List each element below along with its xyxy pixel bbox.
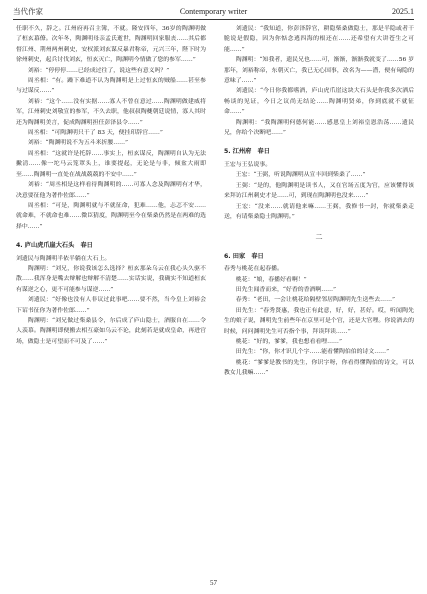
paragraph: 周丞相：“有。躁下难道不认为陶渊明是上过恒玄的贼船……甚至参与过谋反……” xyxy=(16,78,206,95)
paragraph: 刘裕：“陶渊明说不为五斗米折腰……” xyxy=(27,140,129,147)
paragraph: 任职不久，辞之。江州府再召主簿，不就。隆安四年，36岁的陶渊明做了桓玄幕僚。次年冬，陶渊明母亲孟氏逝世，陶渊明回家服丧……其后都督江州、荆州两州刺史，安权派刘玄谋反暴君称帝，元兴三年，陛下时为徐州刺史，起兵讨伐刘玄，恒玄灭亡，陶渊明今情做了您的参军……” xyxy=(16,26,206,64)
paragraph: 王宏：“没来……就请他来嘛……王弼，我修书一封，你就柴桑走送，有请柴桑隐士陶渊明。” xyxy=(224,203,414,220)
paragraph: 春秀：“老田，一会让桃花给隔壁邻居陶渊明先生送些去……” xyxy=(235,297,395,304)
paragraph: 刘遗民：“好像也没有人非议过此事吧……要不然，当今皇上刘裕会下诏书征你为著作佐郎……” xyxy=(16,297,206,314)
paragraph: 刘遗民：“我知道，你彭泽辞官，耕隐柴桑做隐士，那是半隐或者干脆说是假隐，因为你惦念逃四海的根还在……还希望有大讲苍生之可能……” xyxy=(224,26,414,53)
journal-name-cn: 当代作家 xyxy=(13,7,43,16)
header-rule xyxy=(13,19,414,20)
paragraph: 周丞相：“可陶渊明只干了 83 天，便挂印辞官……” xyxy=(27,130,163,137)
journal-name-en: Contemporary writer xyxy=(179,7,248,16)
page-number: 57 xyxy=(210,579,217,587)
paragraph: 田先生：“春秀贤惠，我也正有此意，好，好，甚好。哎，听闻陶先生的娘子说，渊明先生前些年在京里可是个官，还是大官哩。你说酒去的时候，问问渊明先生可否指个事，拜读拜读……” xyxy=(224,307,414,335)
paragraph: 春秀与桃花在起春播。 xyxy=(224,266,283,273)
paragraph: 周丞相：“这就许是托辞……事实上，桓玄谋反，陶渊明自认为无法撇清……像一坨马云笼罩头上，谁要提起，无论是与非，倾盆大雨即至……陶渊明一直处在战战兢兢的不安中……” xyxy=(16,150,206,178)
paragraph: 王宏与王弘说事。 xyxy=(224,161,272,168)
right-column xyxy=(224,24,414,579)
paragraph: 陶渊明：“刘兄，你说我该怎么选择？桓玄那朵乌云在我心头久驱不散……我浑身是嘴去辩解也辩解不清楚……实话实说，我确实不知道桓玄有谋逆之心，更不可能参与谋逆……” xyxy=(16,265,206,293)
paragraph: 桃花：“好的，爹爹，我也想看看哩……” xyxy=(235,338,342,345)
running-header xyxy=(13,6,414,18)
paragraph: 陶渊明：“知我者，遗民兄也……可，渐渐，渐渐我就变了……56 岁那年，刘裕称帝，东朝灭亡，我已无心国事，改名为——潜，便有匈隐的意味了……” xyxy=(224,57,414,85)
scene-heading: 4. 庐山虎爪崖大石头 春日 xyxy=(16,242,93,250)
paragraph: 陶渊明：“我陶渊明何德何能……感恩皇上刘裕皇恩浩荡……遗民兄，你给个决断吧……” xyxy=(224,119,414,137)
paragraph: 桃花：“爹爹是教书的先生，你识字呀，你看得懂陶伯的诗文，可以教女儿我嘛……” xyxy=(224,359,414,377)
paragraph: 刘裕：“这个……没有实据……寡人不曾在意过……陶渊明做建威将军，江州刺史刘敬宣的参军，不久去职，他叔叔陶夔朝廷说情，寡人其时还为陶渊明美言，促成陶渊明担任彭泽县令……” xyxy=(16,98,206,126)
left-column xyxy=(16,24,206,579)
paragraph: 刘遗民：“今日你我都嗜酒，庐山虎爪崖这块大石头是你我多次洒后畅谈的见证，今日之议尚无结论……陶渊明贤弟，你到底就不就征命……” xyxy=(224,88,414,116)
paragraph: 王弼：“是的，他陶渊明是读书人，又在官场五度为官，应该懂得该来拜访江州刺史才是……可，到现在陶渊明也没来……” xyxy=(224,182,414,200)
issue-number: 2025.1 xyxy=(392,7,414,16)
scene-heading: 5. 江州府 春日 xyxy=(224,148,270,156)
paragraph: 刘遗民与陶渊明半依半躺在大石上。 xyxy=(16,255,111,262)
paragraph: 田先生：“你，你才识几个字……能看懂陶伯伯的诗文……” xyxy=(235,349,390,356)
paragraph: 陶渊明：“刘兄做过柴桑县令，尔后成了庐山隐士，酒服自在……令人羡慕。陶渊明即便搬去相互豪如乌云不论，此刻若是就成皇命，再进官场，做隐士是可望而不可及了……” xyxy=(16,317,206,345)
paragraph: 刘裕：“停停停……已经成过往了，说这些有意义吗？” xyxy=(27,67,170,74)
scene-heading: 6. 田家 春日 xyxy=(224,252,264,260)
paragraph: 田先生闻香而来，“好香的香酒啊……” xyxy=(235,286,337,293)
paragraph: 桃花：“娘，春播好看啊！” xyxy=(235,276,307,283)
paragraph: 王宏：“王弼，听说陶渊明从宣丰回到柴桑了……” xyxy=(235,172,366,179)
section-number: 二 xyxy=(315,233,323,242)
paragraph: 周丞相：“可是，陶渊明就与不就征命，犯难……他，忐忑不安……就命难，不就命也难……微臣猜度，陶渊明至今在柴桑仍然是在两难的选择中……” xyxy=(16,202,206,230)
paragraph: 刘裕：“周丞相是这样看待陶渊明的……可寡人念及陶渊明有才华，决意要征他为著作佐郎……” xyxy=(16,182,206,199)
